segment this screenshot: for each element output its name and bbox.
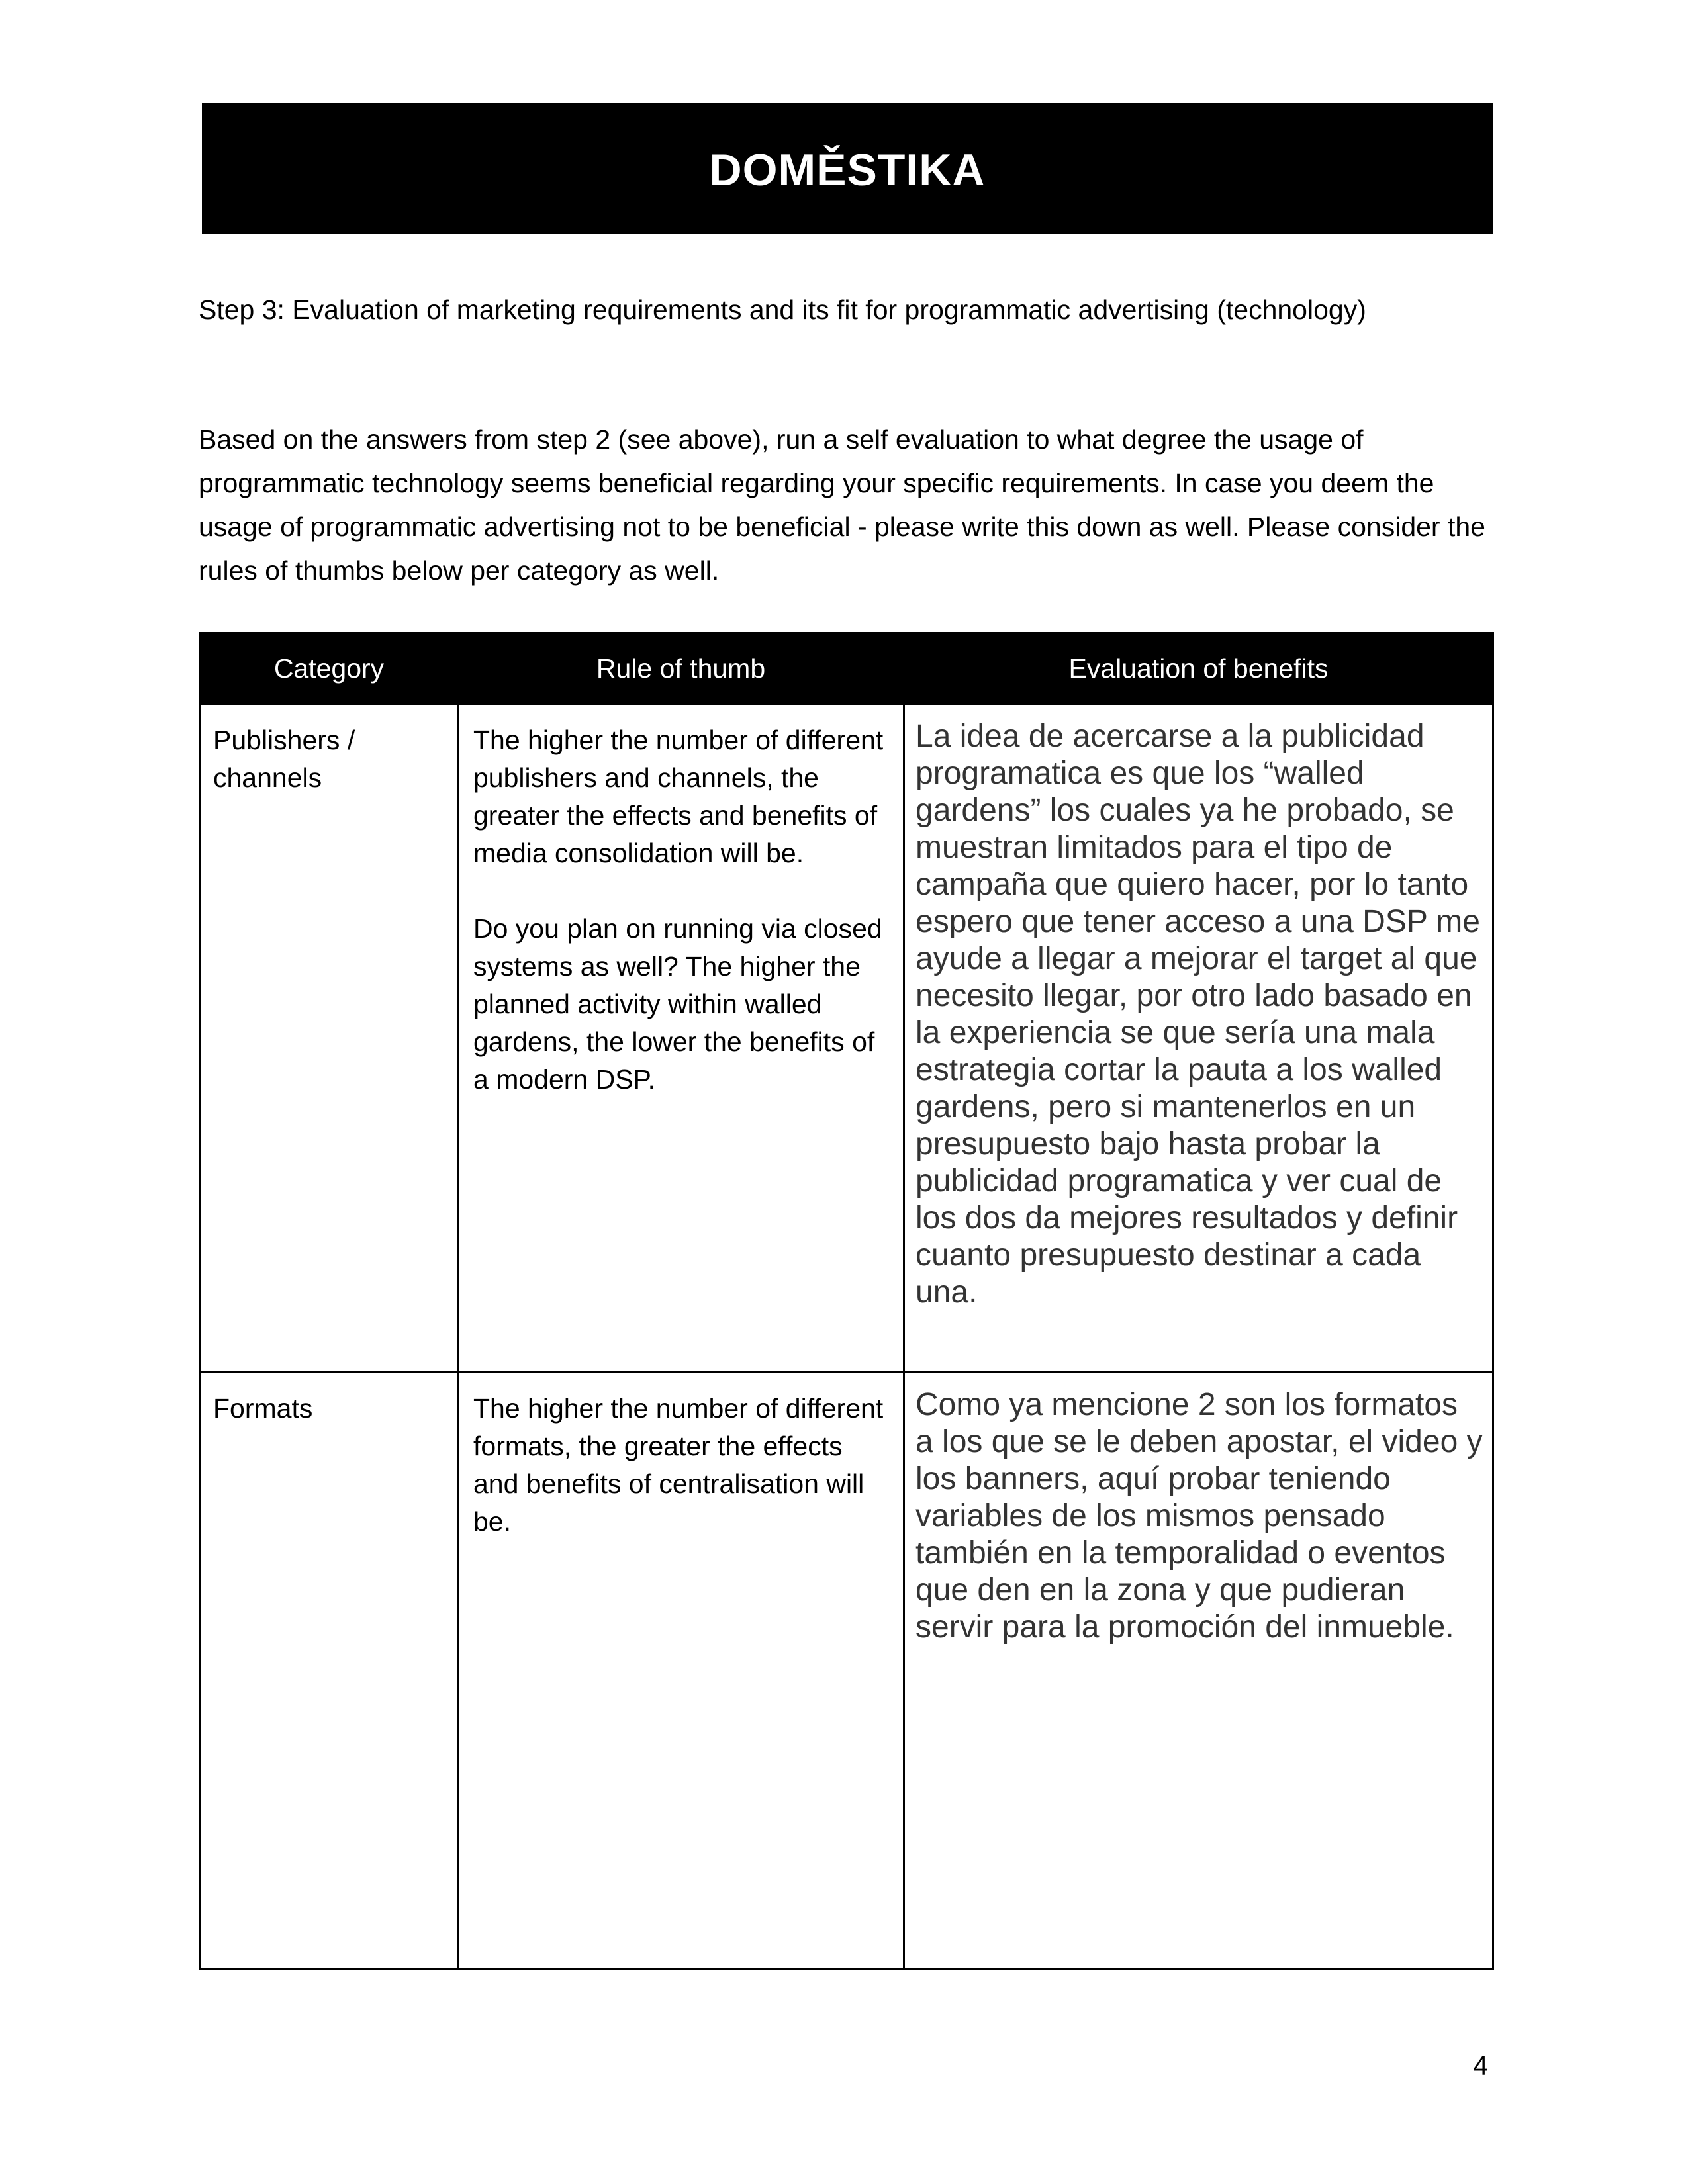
domestika-logo: DOMĚSTIKA xyxy=(709,145,986,195)
rule-cell xyxy=(458,704,904,1373)
category-cell xyxy=(201,1373,458,1969)
rule-paragraph: The higher the number of different publishers and channels, the greater the effects and benefits of media consolidation will be. xyxy=(473,725,884,868)
rule-paragraph: The higher the number of different formats, the greater the effects and benefits of centralisation will be. xyxy=(473,1393,884,1537)
evaluation-cell xyxy=(904,704,1493,1373)
evaluation-text: Como ya mencione 2 son los formatos a los que se le deben apostar, el video y los banners, aquí probar teniendo variables de los mismos pensado también en la temporalidad o eventos que den en la zona y que pudieran servir para la promoción del inmueble. xyxy=(915,1387,1483,1645)
header-evaluation: Evaluation of benefits xyxy=(904,633,1493,704)
header-rule-of-thumb: Rule of thumb xyxy=(458,633,904,704)
header-category: Category xyxy=(201,633,458,704)
table-row xyxy=(201,704,1493,1373)
intro-paragraph: Based on the answers from step 2 (see above), run a self evaluation to what degree the usage of programmatic technology seems beneficial regarding your specific requirements. In case you deem the usage of programmatic advertising not to be beneficial - please write this down as well. Please consider the rules of thumbs below per category as well. xyxy=(199,424,1485,586)
page-number: 4 xyxy=(1473,2050,1488,2081)
rule-paragraph: Do you plan on running via closed systems as well? The higher the planned activity within walled gardens, the lower the benefits of a modern DSP. xyxy=(473,913,882,1095)
category-cell xyxy=(201,704,458,1373)
brand-banner xyxy=(202,103,1493,234)
evaluation-cell xyxy=(904,1373,1493,1969)
table-header-row xyxy=(201,633,1493,704)
step-title: Step 3: Evaluation of marketing requirements and its fit for programmatic advertising (technology) xyxy=(199,295,1366,325)
table-row xyxy=(201,1373,1493,1969)
evaluation-table xyxy=(199,632,1494,1970)
category-formats: Formats xyxy=(213,1393,313,1424)
category-publishers-channels: Publishers / channels xyxy=(213,725,355,793)
evaluation-text: La idea de acercarse a la publicidad programatica es que los “walled gardens” los cuales ya he probado, se muestran limitados para el tipo de campaña que quiero hacer, por lo tanto espero que tener acceso a una DSP me ayude a llegar a mejorar el target al que necesito llegar, por otro lado basado en la experiencia se que sería una mala estrategia cortar la pauta a los walled gardens, pero si mantenerlos en un presupuesto bajo hasta probar la publicidad programatica y ver cual de los dos da mejores resultados y definir cuanto presupuesto destinar a cada una. xyxy=(915,719,1480,1310)
rule-cell xyxy=(458,1373,904,1969)
